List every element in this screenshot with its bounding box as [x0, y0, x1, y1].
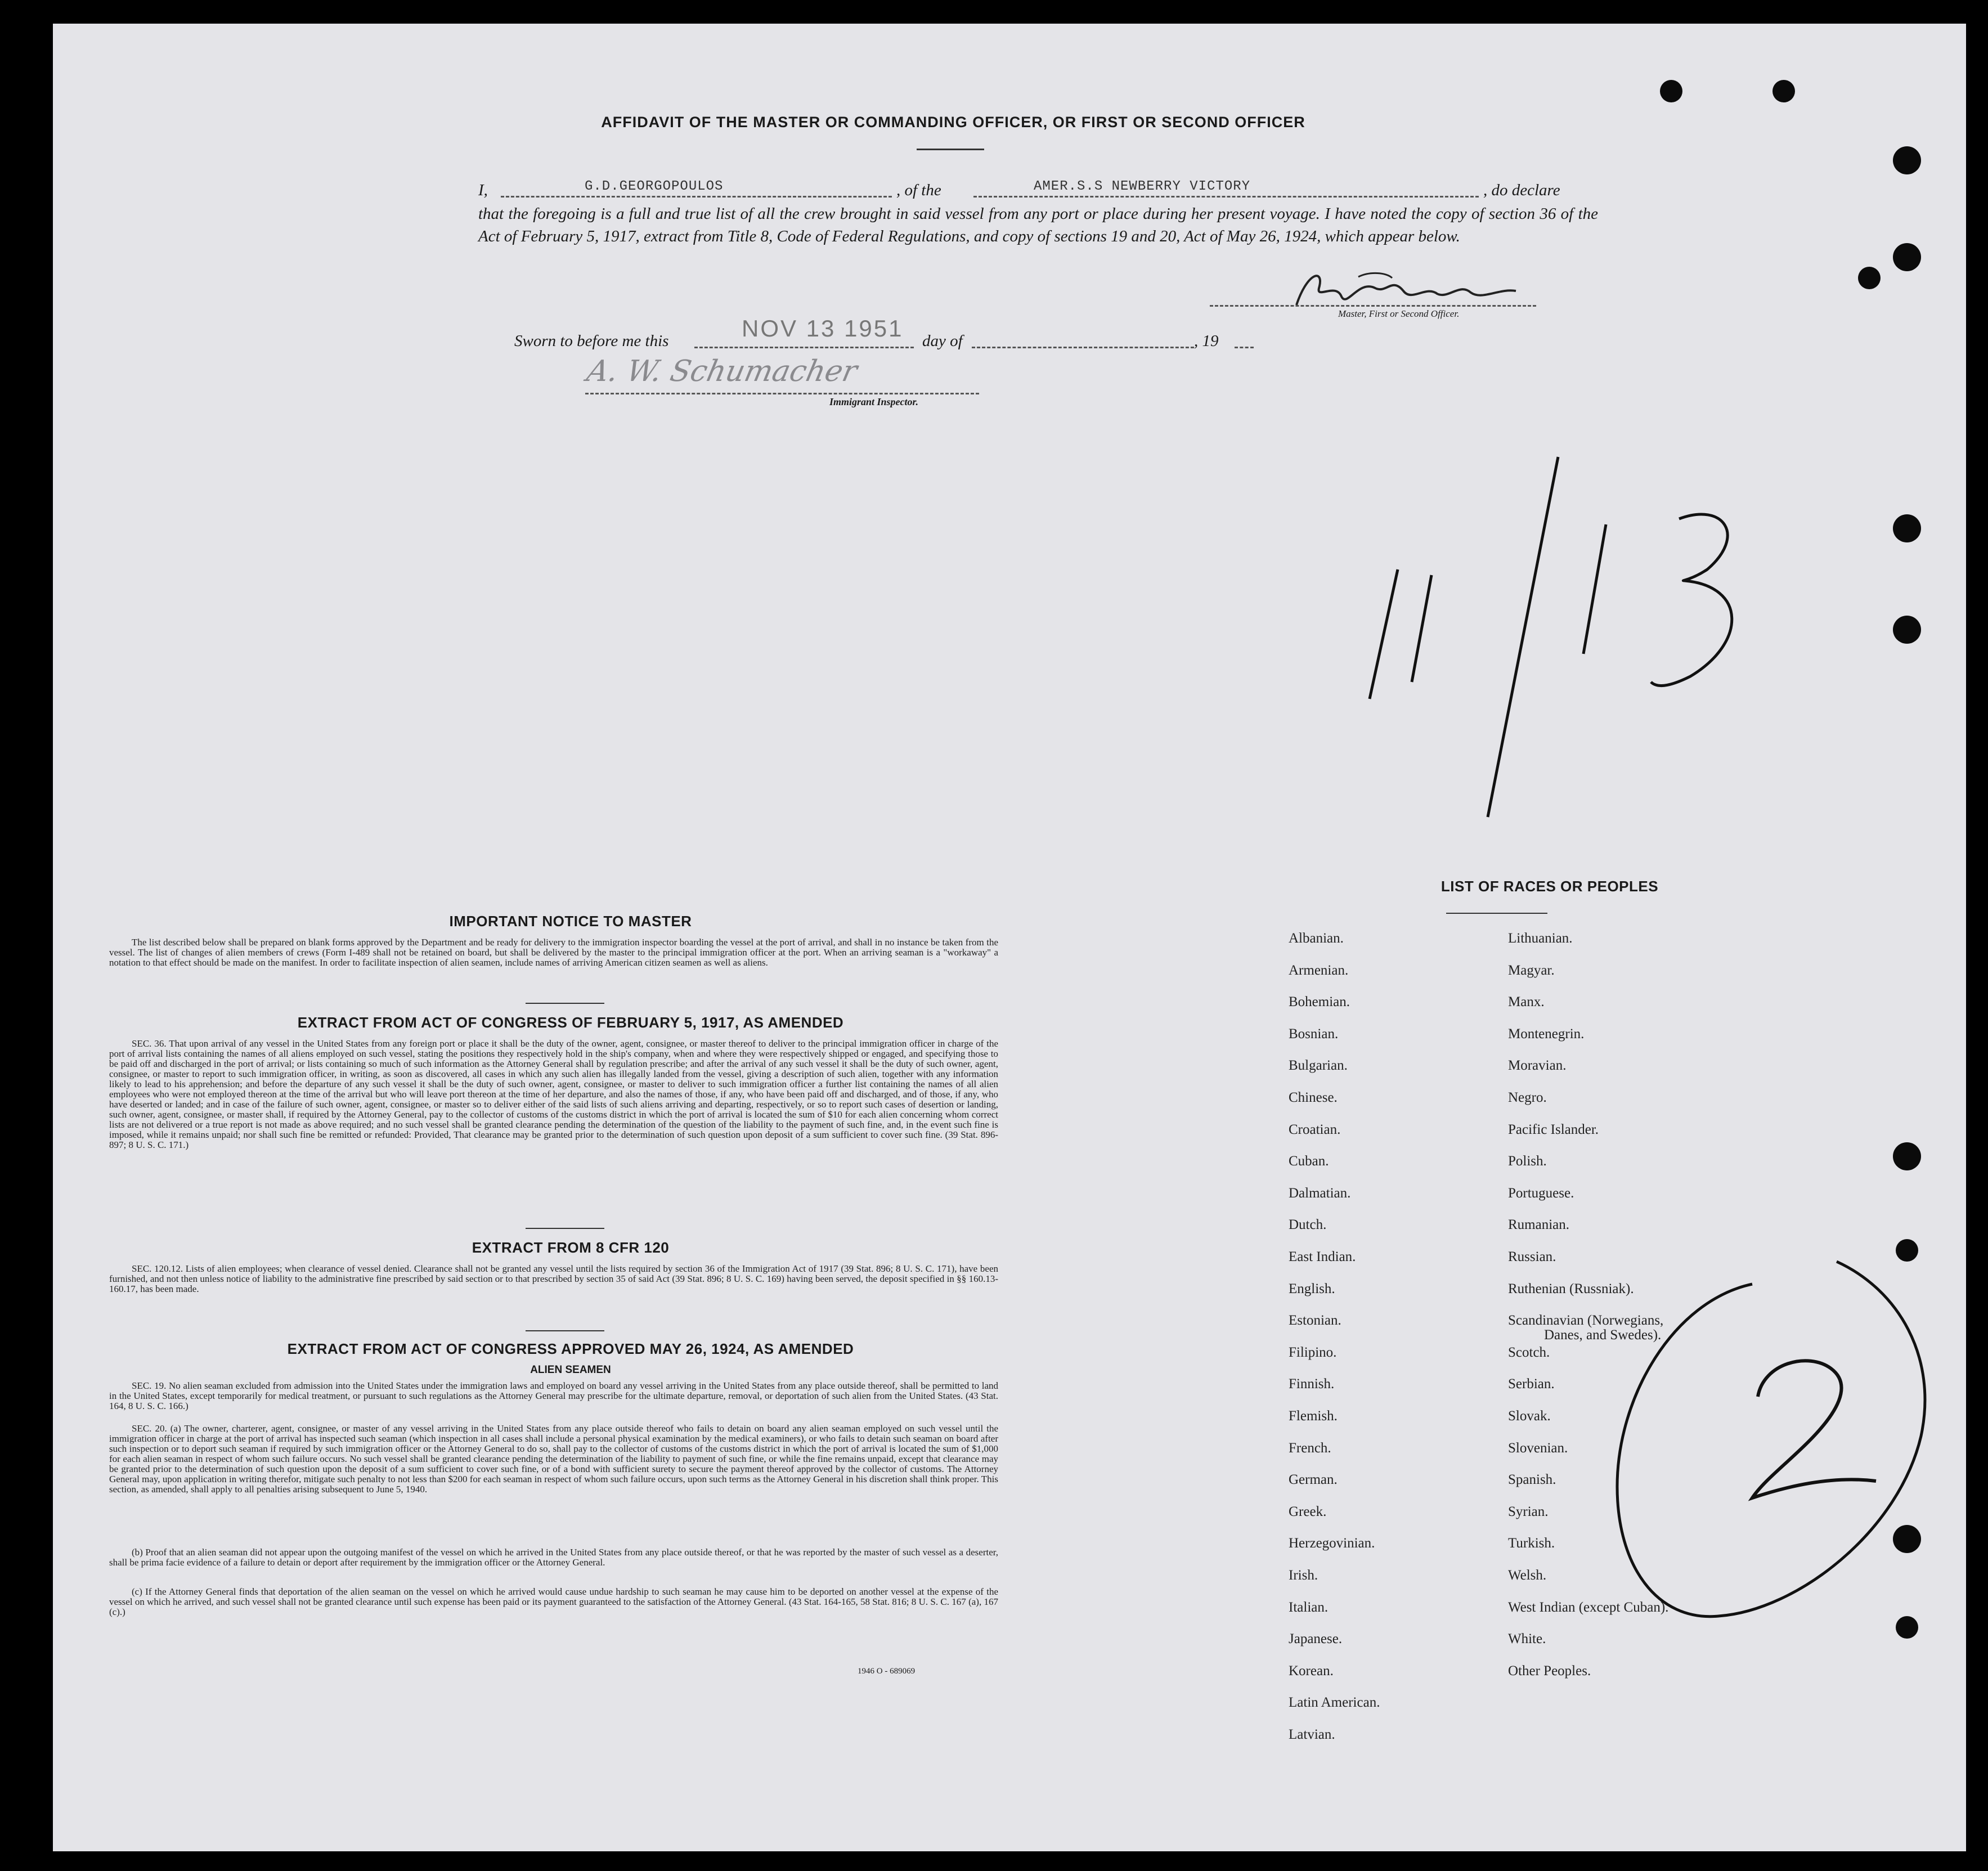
race-item: Bulgarian.: [1289, 1058, 1348, 1074]
punch-hole: [1893, 243, 1921, 271]
race-item: Armenian.: [1289, 962, 1349, 978]
signature-caption: Master, First or Second Officer.: [1338, 308, 1460, 319]
race-item: Chinese.: [1289, 1090, 1338, 1105]
race-item: Welsh.: [1508, 1568, 1547, 1583]
race-item: Moravian.: [1508, 1058, 1567, 1074]
punch-hole: [1858, 267, 1881, 289]
extract2-body: SEC. 120.12. Lists of alien employees; when clearance of vessel denied. Clearance shall not be granted any vessel until the lists required by section 36 of the Immigration Act of 1917 (39 Stat. 896; 8 U. S. C. 171), have been furnished, and not then unless notice of liability to the administrative fine prescribed by said section or to that prescribed by section 35 of said Act (39 Stat. 896; 8 U. S. C. 169) having been served, the deposit specified in §§ 160.13-160.17, has been made.: [109, 1263, 998, 1294]
extract3-subtitle: ALIEN SEAMEN: [530, 1364, 611, 1376]
race-item: Serbian.: [1508, 1376, 1555, 1392]
race-item: Finnish.: [1289, 1376, 1335, 1392]
race-item: Herzegovinian.: [1289, 1536, 1375, 1551]
race-item: Korean.: [1289, 1663, 1334, 1679]
extract3-sec20: SEC. 20. (a) The owner, charterer, agent, consignee, or master of any vessel arriving in the United States from any place outside thereof who fails to detain on board any alien seaman employed on such vessel until the immigration officer in charge at the port of arrival has inspected such seaman (which inspection in all cases shall include a personal physical examination by the medical examiners), or who fails to detain such seaman on board after such inspection or to deport such seaman if required by such immigration officer or the Attorney General to do so, shall pay to the collector of customs of the customs district in which the port of arrival is located the sum of $1,000 for each alien seaman in respect of whom such failure occurs. No such vessel shall be granted clearance pending the determination of the liability to payment of such fine, or while the fine remains unpaid, except that clearance may be granted prior to the determination of such question upon the deposit of a sum sufficient to cover such fine, or of a bond with sufficient surety to secure the payment thereof approved by the collector of customs. The Attorney General may, upon application in writing therefor, mitigate such penalty to not less than $200 for each seaman in respect of whom such failure occurs, upon such terms as the Attorney General in his discretion shall think proper. This section, as amended, shall apply to all penalties arising subsequent to June 5, 1940.: [109, 1423, 998, 1495]
race-item: Negro.: [1508, 1090, 1547, 1105]
punch-hole: [1893, 616, 1921, 644]
year-prefix: , 19: [1194, 332, 1219, 350]
race-item: Dutch.: [1289, 1217, 1327, 1233]
race-item: Estonian.: [1289, 1313, 1341, 1329]
race-item: English.: [1289, 1281, 1335, 1296]
race-item: Syrian.: [1508, 1504, 1549, 1519]
handwritten-circle-mark: [1572, 1250, 1938, 1644]
print-code: 1946 O - 689069: [858, 1667, 916, 1676]
punch-hole: [1893, 146, 1921, 174]
race-item: Portuguese.: [1508, 1185, 1574, 1201]
race-item: Greek.: [1289, 1504, 1327, 1519]
extract3-sec20-c: (c) If the Attorney General finds that deportation of the alien seaman on the vessel on which he arrived would cause undue hardship to such seaman he may cause him to be deported on another vessel at the expense of the vessel on which he arrived, and such vessel shall not be granted clearance until such expense has been paid or its payment guaranteed to the satisfaction of the Attorney General. (43 Stat. 164-165, 58 Stat. 816; 8 U. S. C. 167 (a), 167 (c).): [109, 1586, 998, 1617]
document-page: [53, 24, 1966, 1851]
race-item: Albanian.: [1289, 931, 1344, 946]
race-item: Latvian.: [1289, 1727, 1335, 1742]
race-item: Bosnian.: [1289, 1026, 1339, 1042]
race-item: French.: [1289, 1440, 1331, 1456]
declaration-text: that the foregoing is a full and true list of all the crew brought in said vessel from any port or place during her present voyage. I have noted the copy of section 36 of the Act of February 5, 1917, extract from Title 8, Code of Federal Regulations, and copy of sections 19 and 20, Act of May 26, 1924, which appear below.: [478, 205, 1598, 245]
race-item: Scandinavian (Norwegians,: [1508, 1313, 1664, 1329]
race-item: Lithuanian.: [1508, 931, 1573, 946]
race-item: German.: [1289, 1472, 1338, 1488]
handwritten-date-mark: [1319, 440, 1769, 834]
notice-body: The list described below shall be prepared on blank forms approved by the Department and be ready for delivery to the immigration inspector boarding the vessel at the port of arrival, and shall in no instance be taken from the vessel. The list of changes of alien members of crews (Form I-489 shall not be retained on board, but shall be delivered by the master to the principal immigration officer at the port. When an arriving seaman is a "workaway" a notation to that effect should be made on the manifest. In order to facilitate inspection of alien seamen, include names of arriving American citizen seamen as well as aliens.: [109, 937, 998, 968]
date-stamp: NOV 13 1951: [742, 315, 904, 342]
race-item: Spanish.: [1508, 1472, 1556, 1488]
extract1-title: EXTRACT FROM ACT OF CONGRESS OF FEBRUARY 5, 1917, AS AMENDED: [297, 1014, 844, 1031]
race-item: Montenegrin.: [1508, 1026, 1585, 1042]
punch-hole: [1893, 1142, 1921, 1170]
affidavit-i: I,: [478, 181, 488, 199]
race-item: Danes, and Swedes).: [1544, 1327, 1662, 1343]
race-item: Other Peoples.: [1508, 1663, 1591, 1679]
race-item: Flemish.: [1289, 1408, 1338, 1424]
race-item: Bohemian.: [1289, 994, 1350, 1010]
race-item: Manx.: [1508, 994, 1545, 1010]
race-item: Japanese.: [1289, 1631, 1343, 1647]
sworn-prefix: Sworn to before me this: [514, 332, 669, 350]
inspector-caption: Immigrant Inspector.: [829, 396, 919, 407]
punch-hole: [1660, 80, 1682, 102]
of-the-text: , of the: [896, 181, 941, 199]
race-item: Slovak.: [1508, 1408, 1551, 1424]
extract2-title: EXTRACT FROM 8 CFR 120: [472, 1239, 670, 1256]
race-item: Russian.: [1508, 1249, 1556, 1264]
punch-hole: [1893, 514, 1921, 542]
race-item: Latin American.: [1289, 1695, 1380, 1711]
race-item: West Indian (except Cuban).: [1508, 1599, 1669, 1615]
race-item: Irish.: [1289, 1568, 1318, 1583]
affidavit-title: AFFIDAVIT OF THE MASTER OR COMMANDING OFFICER, OR FIRST OR SECOND OFFICER: [601, 114, 1305, 131]
do-declare-text: , do declare: [1483, 181, 1560, 199]
race-item: Scotch.: [1508, 1344, 1550, 1360]
race-item: Polish.: [1508, 1154, 1547, 1169]
races-title: LIST OF RACES OR PEOPLES: [1440, 878, 1659, 895]
race-item: Magyar.: [1508, 962, 1555, 978]
race-item: Turkish.: [1508, 1536, 1555, 1551]
master-name: G.D.GEORGOPOULOS: [585, 179, 724, 194]
notice-title: IMPORTANT NOTICE TO MASTER: [449, 913, 692, 930]
race-item: White.: [1508, 1631, 1546, 1647]
extract3-sec19: SEC. 19. No alien seaman excluded from admission into the United States under the immigration laws and employed on board any vessel arriving in the United States from any place outside thereof, shall be permitted to land in the United States, except temporarily for medical treatment, or pursuant to such regulations as the Attorney General may prescribe for the ultimate departure, removal, or deportation of such alien from the United States. (43 Stat. 164, 8 U. S. C. 166.): [109, 1380, 998, 1411]
race-item: Pacific Islander.: [1508, 1121, 1599, 1137]
extract1-body: SEC. 36. That upon arrival of any vessel in the United States from any foreign port or place it shall be the duty of the owner, agent, consignee, or master thereof to deliver to the principal immigration officer in charge of the port of arrival lists containing the names of all aliens employed on such vessel, stating the positions they respectively hold in the ship's company, when and where they were respectively shipped or engaged, and specifying those to be paid off and discharged in the port of arrival; or lists containing so much of such information as the Attorney General shall by regulation prescribe; and after the arrival of any such vessel it shall be the duty of such owner, agent, consignee, or master to report to such immigration officer, in writing, as soon as discovered, all cases in which any such alien has illegally landed from the vessel, giving a description of such alien, together with any information likely to lead to his apprehension; and before the departure of any such vessel it shall be the duty of such owner, agent, consignee, or master to deliver to such immigration officer a further list containing the names of all alien employees who were not employed thereon at the time of the arrival but who will leave port thereon at the time of her departure, and also the names of those, if any, who have been paid off and discharged, and of those, if any, who have deserted or landed; and in case of the failure of such owner, agent, consignee, or master so to deliver either of the said lists of such aliens arriving and departing, respectively, or so to report such cases of desertion or landing, such owner, agent, consignee, or master shall, if required by the Attorney General, pay to the collector of customs of the customs district in which the port of arrival is located the sum of $10 for each alien concerning whom correct lists are not delivered or a true report is not made as above required; and no such vessel shall be granted clearance pending the determination of the question of the liability to the payment of such fine, and, in the event such fine is imposed, while it remains unpaid; nor shall such fine be remitted or refunded: Provided, That clearance may be granted prior to the determination of such question upon deposit of a sum sufficient to cover such fine. (39 Stat. 896-897; 8 U. S. C. 171.): [109, 1038, 998, 1150]
race-item: Slovenian.: [1508, 1440, 1568, 1456]
inspector-signature: A. W. Schumacher: [584, 355, 860, 388]
race-item: Dalmatian.: [1289, 1185, 1351, 1201]
race-item: Ruthenian (Russniak).: [1508, 1281, 1634, 1296]
race-item: Croatian.: [1289, 1121, 1341, 1137]
race-item: Cuban.: [1289, 1154, 1329, 1169]
race-item: East Indian.: [1289, 1249, 1356, 1264]
race-item: Rumanian.: [1508, 1217, 1570, 1233]
day-of-text: day of: [922, 332, 963, 350]
race-item: Italian.: [1289, 1599, 1329, 1615]
vessel-name: AMER.S.S NEWBERRY VICTORY: [1034, 179, 1251, 194]
extract3-sec20-b: (b) Proof that an alien seaman did not appear upon the outgoing manifest of the vessel on which he arrived in the United States from any place outside thereof, or that he was reported by the master of such vessel as a deserter, shall be prima facie evidence of a failure to detain or deport after requirement by the immigration officer or the Attorney General.: [109, 1547, 998, 1568]
punch-hole: [1772, 80, 1795, 102]
race-item: Filipino.: [1289, 1344, 1337, 1360]
extract3-title: EXTRACT FROM ACT OF CONGRESS APPROVED MAY 26, 1924, AS AMENDED: [287, 1340, 854, 1357]
